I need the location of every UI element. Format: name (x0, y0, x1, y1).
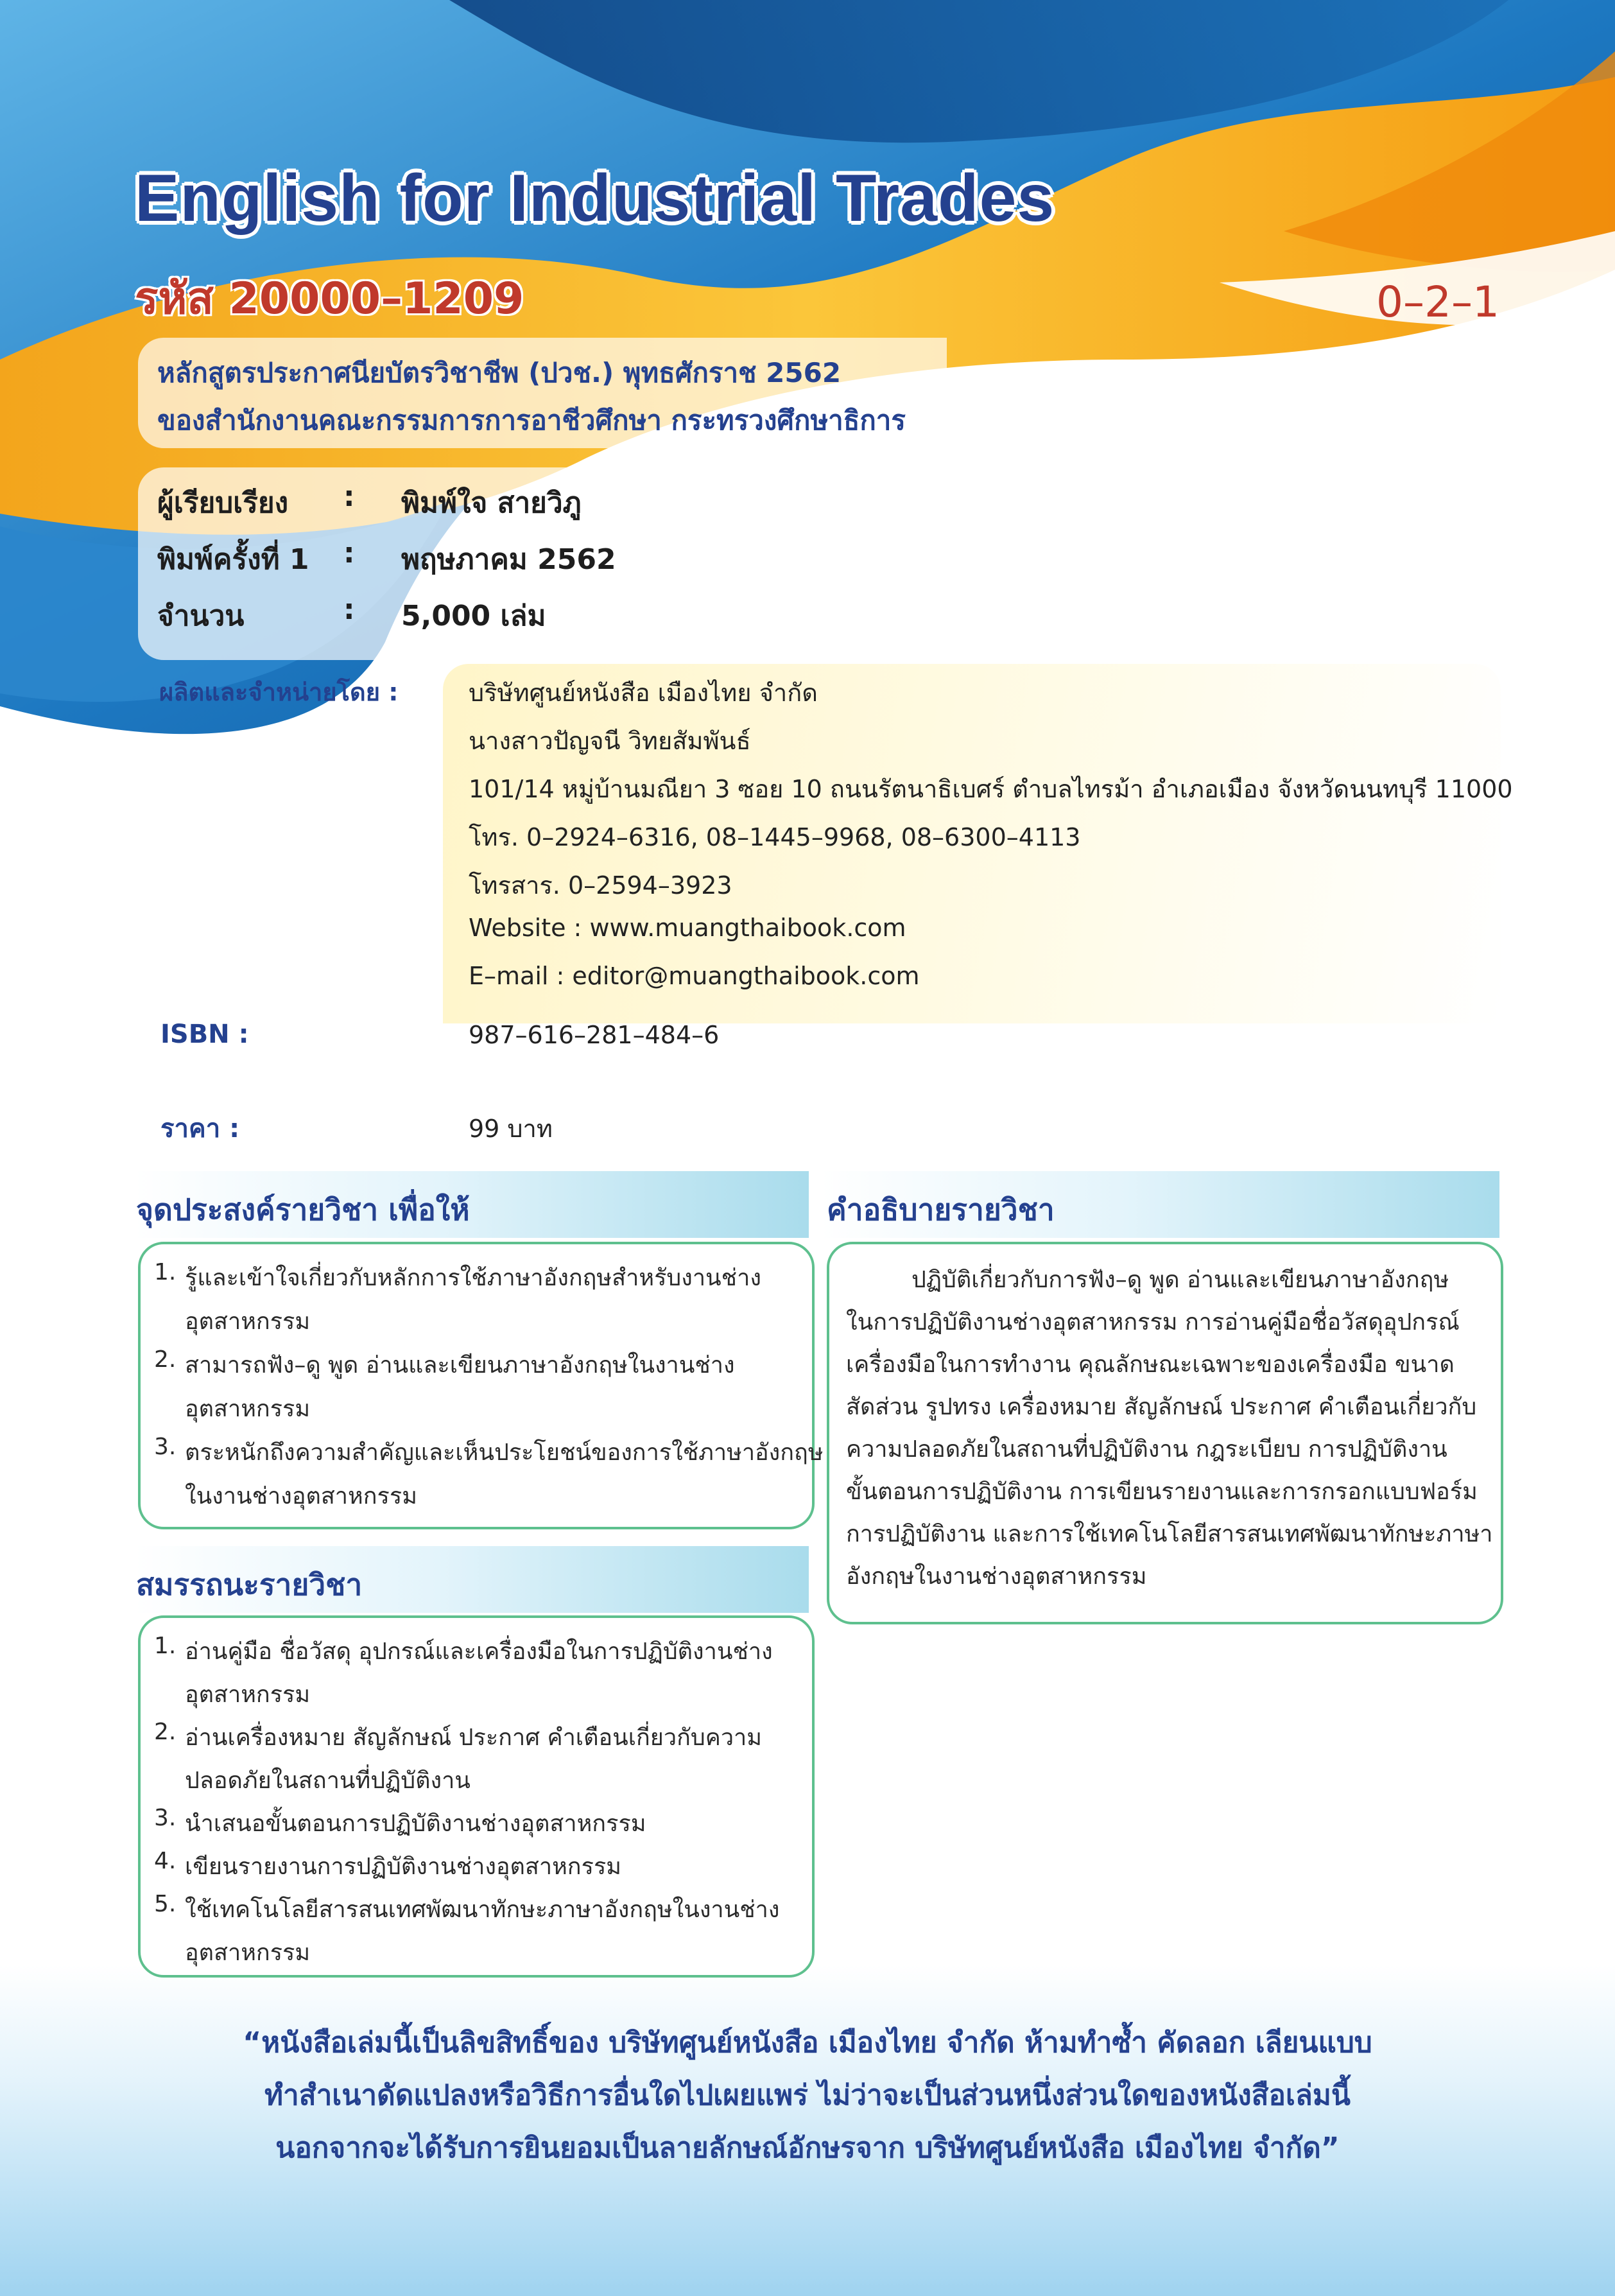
publisher-line: นางสาวปัญจนี วิทยสัมพันธ์ (469, 727, 751, 755)
info-colon: : (343, 537, 355, 570)
info-row-edition (157, 537, 616, 582)
list-item: อ่านเครื่องหมาย สัญลักษณ์ ประกาศ คำเตือนเกี่ยวกับความ (185, 1725, 762, 1751)
list-item-cont: อุตสาหกรรม (185, 1940, 311, 1966)
copyright-notice-line: ทำสำเนาดัดแปลงหรือวิธีการอื่นใดไปเผยแพร่ ไม่ว่าจะเป็นส่วนหนึ่งส่วนใดของหนังสือเล่มนี้ (264, 2079, 1351, 2112)
description-line: อังกฤษในงานช่างอุตสาหกรรม (846, 1563, 1147, 1590)
objectives-title: จุดประสงค์รายวิชา เพื่อให้ (136, 1192, 470, 1227)
list-item-number: 1. (154, 1633, 177, 1659)
info-label: จำนวน (157, 600, 245, 632)
competencies-title: สมรรถนะรายวิชา (136, 1567, 363, 1602)
list-item: ใช้เทคโนโลยีสารสนเทศพัฒนาทักษะภาษาอังกฤษในงานช่าง (185, 1897, 780, 1923)
info-colon: : (343, 480, 355, 513)
description-line: ขั้นตอนการปฏิบัติงาน การเขียนรายงานและการกรอกแบบฟอร์ม (846, 1479, 1478, 1505)
copyright-notice-line: “หนังสือเล่มนี้เป็นลิขสิทธิ์ของ บริษัทศูนย์หนังสือ เมืองไทย จำกัด ห้ามทำซ้ำ คัดลอก เลียนแบบ (243, 2026, 1372, 2059)
list-item-number: 5. (154, 1891, 177, 1917)
credit-hours: 0–2–1 (1376, 277, 1499, 327)
publisher-label: ผลิตและจำหน่ายโดย : (159, 678, 399, 706)
info-row-author (157, 480, 582, 525)
course-code: รหัส 20000–1209 (135, 274, 524, 324)
publisher-line: บริษัทศูนย์หนังสือ เมืองไทย จำกัด (469, 679, 818, 707)
info-row-quantity (157, 593, 546, 638)
description-title: คำอธิบายรายวิชา (827, 1192, 1055, 1227)
list-item-cont: อุตสาหกรรม (185, 1309, 311, 1335)
list-item-number: 3. (154, 1805, 177, 1831)
description-line: เครื่องมือในการทำงาน คุณลักษณะเฉพาะของเครื่องมือ ขนาด (846, 1352, 1455, 1378)
description-line: ในการปฏิบัติงานช่างอุตสาหกรรม การอ่านคู่มือชื่อวัสดุอุปกรณ์ (846, 1309, 1460, 1335)
list-item: อ่านคู่มือ ชื่อวัสดุ อุปกรณ์และเครื่องมือในการปฏิบัติงานช่าง (185, 1639, 773, 1665)
publisher-line: โทรสาร. 0–2594–3923 (469, 871, 732, 900)
list-item-number: 4. (154, 1848, 177, 1874)
list-item-number: 2. (154, 1719, 177, 1745)
publisher-line: โทร. 0–2924–6316, 08–1445–9968, 08–6300–4113 (469, 823, 1081, 851)
list-item: เขียนรายงานการปฏิบัติงานช่างอุตสาหกรรม (185, 1854, 622, 1880)
info-label: ผู้เรียบเรียง (157, 487, 289, 519)
curriculum-line-1: หลักสูตรประกาศนียบัตรวิชาชีพ (ปวช.) พุทธศักราช 2562 (157, 357, 842, 388)
info-value: 5,000 เล่ม (401, 600, 546, 632)
list-item-cont: อุตสาหกรรม (185, 1396, 311, 1422)
list-item: รู้และเข้าใจเกี่ยวกับหลักการใช้ภาษาอังกฤษสำหรับงานช่าง (185, 1265, 761, 1291)
isbn-label: ISBN : (160, 1020, 249, 1049)
copyright-notice-line: นอกจากจะได้รับการยินยอมเป็นลายลักษณ์อักษรจาก บริษัทศูนย์หนังสือ เมืองไทย จำกัด” (275, 2132, 1340, 2164)
list-item-cont: อุตสาหกรรม (185, 1682, 311, 1708)
info-label: พิมพ์ครั้งที่ 1 (157, 543, 309, 576)
publisher-email: E–mail : editor@muangthaibook.com (469, 962, 920, 990)
description-line: ความปลอดภัยในสถานที่ปฏิบัติงาน กฎระเบียบ การปฏิบัติงาน (846, 1436, 1447, 1463)
price-label: ราคา : (160, 1114, 240, 1144)
description-line: ปฏิบัติเกี่ยวกับการฟัง–ดู พูด อ่านและเขียนภาษาอังกฤษ (911, 1267, 1449, 1293)
list-item-cont: ในงานช่างอุตสาหกรรม (185, 1483, 417, 1509)
publisher-line: 101/14 หมู่บ้านมณียา 3 ซอย 10 ถนนรัตนาธิเบศร์ ตำบลไทรม้า อำเภอเมือง จังหวัดนนทบุรี 11000 (469, 775, 1513, 803)
info-value: พิมพ์ใจ สายวิภู (401, 487, 582, 519)
publisher-website: Website : www.muangthaibook.com (469, 914, 906, 942)
price-value: 99 บาท (469, 1115, 553, 1143)
list-item-number: 1. (154, 1259, 177, 1285)
description-line: การปฏิบัติงาน และการใช้เทคโนโลยีสารสนเทศพัฒนาทักษะภาษา (846, 1521, 1493, 1547)
list-item: สามารถฟัง–ดู พูด อ่านและเขียนภาษาอังกฤษในงานช่าง (185, 1352, 735, 1378)
curriculum-line-2: ของสำนักงานคณะกรรมการการอาชีวศึกษา กระทรวงศึกษาธิการ (157, 404, 906, 436)
list-item: ตระหนักถึงความสำคัญและเห็นประโยชน์ของการใช้ภาษาอังกฤษ (185, 1439, 824, 1466)
list-item-number: 2. (154, 1346, 177, 1373)
info-value: พฤษภาคม 2562 (401, 543, 616, 576)
book-title: English for Industrial Trades (135, 161, 1055, 236)
description-line: สัดส่วน รูปทรง เครื่องหมาย สัญลักษณ์ ประกาศ คำเตือนเกี่ยวกับ (846, 1394, 1477, 1420)
list-item-number: 3. (154, 1434, 177, 1460)
list-item: นำเสนอขั้นตอนการปฏิบัติงานช่างอุตสาหกรรม (185, 1811, 646, 1837)
list-item-cont: ปลอดภัยในสถานที่ปฏิบัติงาน (185, 1768, 471, 1794)
info-colon: : (343, 593, 355, 626)
isbn-value: 987–616–281–484–6 (469, 1021, 720, 1049)
